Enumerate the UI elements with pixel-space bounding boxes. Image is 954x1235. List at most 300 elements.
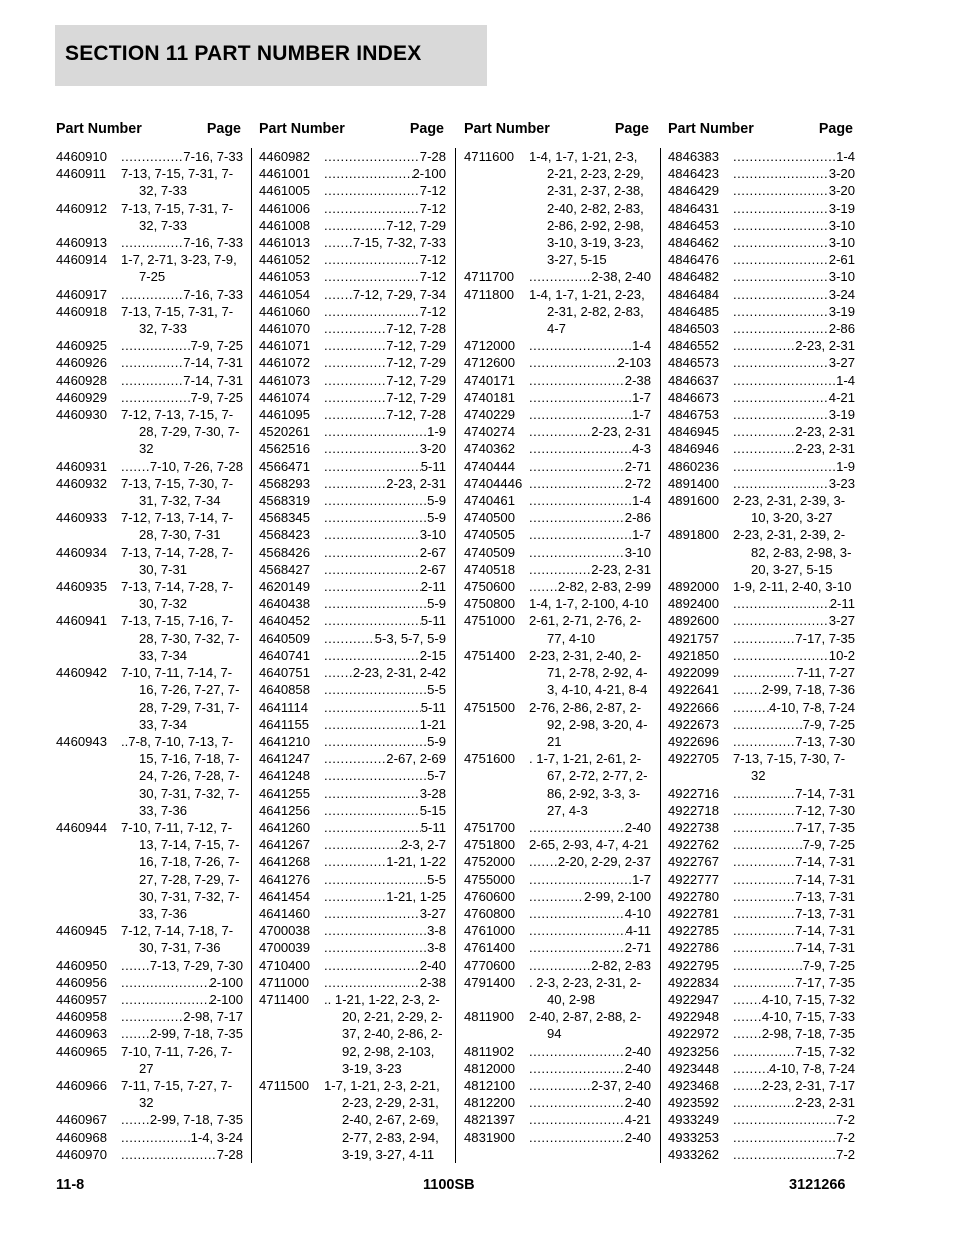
page-refs — [733, 1043, 855, 1060]
page-refs-value: 7-14, 7-31 — [795, 785, 855, 801]
page-refs-value: 5-7 — [427, 768, 446, 784]
page-refs — [324, 595, 446, 612]
part-number: 4460917 — [56, 286, 107, 302]
index-entry — [668, 268, 855, 285]
page-refs: 1-7, 2-71, 3-23, 7-9, 7-25 — [121, 252, 237, 285]
page-refs: 7-13, 7-15, 7-31, 7-32, 7-33 — [121, 166, 234, 199]
part-number: 4752000 — [464, 854, 515, 870]
part-number: 4641460 — [259, 905, 310, 921]
part-number: 4755000 — [464, 871, 515, 887]
part-number: 4460926 — [56, 355, 107, 371]
dot-leader — [529, 853, 558, 870]
page-refs: 1-4, 1-7, 1-21, 2-3, 2-21, 2-23, 2-29, 2-31, 2-37, 2-38, 2-40, 2-82, 2-83, 2-86, 2-92, 2-98, 3-10, 3-19, 3-23, 3-27, 5-15 — [529, 149, 644, 268]
dot-leader — [324, 836, 401, 853]
page-refs-value: 7-12 — [419, 200, 446, 216]
dot-leader — [121, 1111, 150, 1128]
page-refs — [733, 423, 855, 440]
dot-leader — [121, 458, 150, 475]
part-number: 4922972 — [668, 1026, 719, 1042]
index-entry — [464, 526, 651, 543]
page-refs-value: 5-11 — [420, 699, 446, 715]
index-entry — [259, 939, 446, 956]
page-refs — [529, 561, 651, 578]
page-refs-value: 7-9, 7-25 — [190, 338, 243, 354]
part-number: 4761000 — [464, 923, 515, 939]
part-number: 4846462 — [668, 235, 719, 251]
dot-leader — [121, 286, 183, 303]
page-refs-value: 2-23, 2-31 — [591, 561, 651, 577]
page-refs-value: 3-20 — [828, 183, 855, 199]
part-number: 4460956 — [56, 974, 107, 990]
page-refs-value: 7-2 — [836, 1129, 855, 1145]
dot-leader — [529, 337, 632, 354]
index-entry — [464, 1111, 651, 1128]
page-refs — [529, 1043, 651, 1060]
page-refs-value: 7-2 — [836, 1112, 855, 1128]
dot-leader — [529, 1077, 591, 1094]
dot-leader — [733, 200, 829, 217]
page-refs-value: 2-23, 2-31, 2-42 — [352, 665, 446, 681]
dot-leader — [324, 475, 386, 492]
page-refs — [324, 733, 446, 750]
index-entry — [668, 578, 855, 595]
part-number: 4846503 — [668, 321, 719, 337]
index-entry — [259, 974, 446, 991]
page-refs-value: 2-71 — [624, 940, 651, 956]
page-refs-value: 2-23, 2-31 — [386, 475, 446, 491]
dot-leader — [324, 819, 421, 836]
dot-leader — [324, 406, 386, 423]
dot-leader — [324, 664, 353, 681]
page-refs — [324, 200, 446, 217]
index-entry — [668, 1043, 855, 1060]
index-entry — [464, 699, 651, 751]
part-number: 4922641 — [668, 682, 719, 698]
index-entry — [668, 974, 855, 991]
part-number-heading: Part Number — [56, 121, 142, 137]
part-number-heading: Part Number — [259, 121, 345, 137]
index-entry — [464, 561, 651, 578]
index-entry — [668, 372, 855, 389]
index-entry — [668, 595, 855, 612]
page-refs: 7-13, 7-15, 7-30, 7-31, 7-32, 7-34 — [121, 475, 234, 509]
page-refs: 7-13, 7-14, 7-28, 7-30, 7-32 — [121, 579, 234, 612]
part-number: 4460910 — [56, 149, 107, 164]
page-heading: Page — [818, 121, 853, 137]
index-entry — [464, 406, 651, 423]
page-refs — [529, 526, 651, 543]
page-refs — [733, 699, 855, 716]
part-number: 4620149 — [259, 579, 310, 595]
index-entry — [668, 1111, 855, 1128]
index-entry — [56, 544, 243, 578]
page-refs — [324, 458, 446, 475]
page-refs — [733, 372, 855, 389]
dot-leader — [324, 544, 420, 561]
page-refs — [529, 1094, 651, 1111]
part-number: 4460925 — [56, 338, 107, 354]
index-entry — [464, 268, 651, 285]
dot-leader — [733, 836, 803, 853]
part-number: 4812100 — [464, 1077, 515, 1093]
part-number: 4821397 — [464, 1112, 515, 1128]
page-refs — [324, 819, 446, 836]
page-refs-value: 7-16, 7-33 — [183, 235, 243, 251]
page-refs: 7-10, 7-11, 7-12, 7-13, 7-14, 7-15, 7-16, 7-18, 7-26, 7-27, 7-28, 7-29, 7-30, 7-31, 7-32, 7-33, 7-36 — [121, 819, 240, 921]
page-refs-value: 2-40 — [624, 1129, 651, 1145]
page-refs: 1-9, 2-11, 2-40, 3-10 — [733, 579, 852, 595]
page-refs — [121, 458, 243, 475]
page-refs-value: 2-99, 2-100 — [584, 888, 651, 904]
part-number: 4640438 — [259, 596, 310, 612]
dot-leader — [121, 1025, 150, 1042]
page-refs — [121, 974, 243, 991]
part-number: 4740444 — [464, 458, 515, 474]
page-refs — [324, 561, 446, 578]
page-refs — [733, 922, 855, 939]
dot-leader — [529, 406, 632, 423]
dot-leader — [529, 372, 625, 389]
page-refs: 2-65, 2-93, 4-7, 4-21 — [529, 837, 649, 853]
index-entry — [56, 234, 243, 251]
dot-leader — [733, 1111, 836, 1128]
dot-leader — [324, 750, 386, 767]
part-number: 4641256 — [259, 802, 310, 818]
index-entry — [464, 1008, 651, 1042]
index-entry — [464, 819, 651, 836]
index-entry — [259, 853, 446, 870]
dot-leader — [733, 974, 795, 991]
dot-leader — [324, 561, 420, 578]
index-entry — [56, 406, 243, 458]
index-entry — [259, 406, 446, 423]
page-refs — [733, 888, 855, 905]
page-refs — [529, 492, 651, 509]
index-entry — [56, 475, 243, 509]
dot-leader — [324, 372, 386, 389]
column-header — [668, 118, 855, 148]
part-number: 4461095 — [259, 407, 310, 423]
dot-leader — [733, 372, 836, 389]
dot-leader — [324, 578, 421, 595]
page-refs-value: 7-12, 7-28 — [386, 321, 446, 337]
page-refs — [733, 733, 855, 750]
page-refs-value: 7-13, 7-30 — [795, 733, 855, 749]
page-refs — [121, 1111, 243, 1128]
index-entry — [259, 681, 446, 698]
index-entry — [668, 733, 855, 750]
page-refs: 1-4, 1-7, 2-100, 4-10 — [529, 596, 649, 612]
index-entry — [56, 1146, 243, 1163]
page-refs — [733, 853, 855, 870]
index-entry — [464, 1060, 651, 1077]
part-number: 4460963 — [56, 1026, 107, 1042]
page-refs: 7-13, 7-15, 7-31, 7-32, 7-33 — [121, 303, 234, 337]
page-refs-value: 1-7 — [632, 871, 651, 887]
page-refs — [529, 475, 651, 492]
index-entry — [259, 647, 446, 664]
part-number: 4568293 — [259, 475, 310, 491]
page-refs-value: 5-5 — [427, 871, 446, 887]
page-refs-value: 7-12 — [419, 252, 446, 268]
dot-leader — [733, 458, 836, 475]
page-refs-value: 3-10 — [419, 527, 446, 543]
page-refs: 2-23, 2-31, 2-39, 2-82, 2-83, 2-98, 3-20, 3-27, 5-15 — [733, 527, 852, 577]
page-refs-value: 5-9 — [427, 493, 446, 509]
page-refs — [324, 871, 446, 888]
page-refs-value: 7-15, 7-32 — [795, 1043, 855, 1059]
page-refs — [733, 939, 855, 956]
page-refs-value: 7-12 — [419, 269, 446, 285]
index-entry — [464, 389, 651, 406]
page-refs-value: 3-10 — [828, 235, 855, 251]
dot-leader — [733, 630, 795, 647]
page-refs: 7-10, 7-11, 7-14, 7-16, 7-26, 7-27, 7-28, 7-29, 7-31, 7-33, 7-34 — [121, 665, 240, 732]
page-refs — [324, 492, 446, 509]
page-refs-value: 2-67 — [419, 544, 446, 560]
dot-leader — [324, 630, 375, 647]
part-number: 4641155 — [259, 716, 310, 732]
page-refs: 7-12, 7-13, 7-15, 7-28, 7-29, 7-30, 7-32 — [121, 407, 240, 457]
part-number: 4640751 — [259, 665, 310, 681]
dot-leader — [529, 492, 632, 509]
page-refs — [121, 1129, 243, 1146]
index-entry — [56, 165, 243, 199]
dot-leader — [324, 458, 421, 475]
part-number: 4933249 — [668, 1112, 719, 1128]
index-entry — [56, 509, 243, 543]
page-refs-value: 2-100 — [209, 991, 243, 1007]
index-entry — [259, 630, 446, 647]
page-refs — [324, 750, 446, 767]
index-entry — [259, 716, 446, 733]
dot-leader — [529, 440, 632, 457]
dot-leader — [733, 612, 829, 629]
dot-leader — [529, 1129, 625, 1146]
part-number: 4922781 — [668, 905, 719, 921]
index-entry — [259, 699, 446, 716]
dot-leader — [733, 1129, 836, 1146]
part-number: 4922786 — [668, 940, 719, 956]
page-refs-value: 1-4 — [836, 149, 855, 164]
part-number: 4641267 — [259, 837, 310, 853]
part-number: 4922780 — [668, 888, 719, 904]
index-entry — [668, 423, 855, 440]
page-heading: Page — [206, 121, 241, 137]
index-entry — [259, 888, 446, 905]
page-refs — [121, 354, 243, 371]
page-refs: 2-23, 2-31, 2-39, 3-10, 3-20, 3-27 — [733, 493, 846, 526]
page-refs — [529, 458, 651, 475]
index-entry — [668, 664, 855, 681]
page-refs — [324, 681, 446, 698]
dot-leader — [529, 475, 625, 492]
page-refs — [324, 578, 446, 595]
page-refs — [733, 595, 855, 612]
part-number: 4700038 — [259, 923, 310, 939]
page-refs-value: 4-10, 7-8, 7-24 — [769, 1060, 855, 1076]
part-number: 4461074 — [259, 389, 310, 405]
index-entry — [668, 1060, 855, 1077]
part-number: 4562516 — [259, 441, 310, 457]
dot-leader — [733, 217, 829, 234]
index-entry — [56, 1025, 243, 1042]
page-refs-value: 2-11 — [829, 596, 855, 612]
part-number: 4751700 — [464, 819, 515, 835]
index-entry — [464, 974, 651, 1008]
page-refs — [324, 612, 446, 629]
page-refs — [529, 957, 651, 974]
part-number: 4846945 — [668, 424, 719, 440]
index-entry — [464, 905, 651, 922]
page-refs-value: 3-19 — [828, 407, 855, 423]
dot-leader — [733, 354, 829, 371]
page-refs — [733, 716, 855, 733]
dot-leader — [324, 785, 420, 802]
index-entry — [464, 354, 651, 371]
page-refs-value: 5-11 — [420, 458, 446, 474]
index-entry — [464, 750, 651, 819]
dot-leader — [324, 268, 420, 285]
dot-leader — [324, 320, 386, 337]
page-refs — [529, 440, 651, 457]
page-refs — [324, 526, 446, 543]
dot-leader — [324, 595, 427, 612]
page-refs-value: 4-11 — [625, 923, 651, 939]
part-number: 4461070 — [259, 321, 310, 337]
part-number: 4922705 — [668, 751, 719, 767]
index-entry — [464, 337, 651, 354]
page-refs-value: 2-23, 2-31, 7-17 — [761, 1077, 855, 1093]
index-entry — [464, 372, 651, 389]
page-refs-value: 7-10, 7-26, 7-28 — [149, 458, 243, 474]
index-entry — [259, 217, 446, 234]
page-refs-value: 7-12, 7-30 — [795, 802, 855, 818]
part-number-heading: Part Number — [668, 121, 754, 137]
page-refs — [324, 165, 446, 182]
part-number: 4750600 — [464, 579, 515, 595]
dot-leader — [324, 612, 421, 629]
part-number: 4740505 — [464, 527, 515, 543]
part-number: 4641268 — [259, 854, 310, 870]
page-refs — [733, 440, 855, 457]
index-entry — [56, 1077, 243, 1111]
page-refs — [733, 268, 855, 285]
page-refs — [733, 905, 855, 922]
page-refs-value: 2-71 — [624, 458, 651, 474]
index-entry — [56, 957, 243, 974]
column-divider — [660, 148, 661, 1163]
dot-leader — [324, 526, 420, 543]
part-number: 4846429 — [668, 183, 719, 199]
part-number: 4568319 — [259, 493, 310, 509]
index-entry — [259, 200, 446, 217]
index-entry — [259, 182, 446, 199]
page-refs — [529, 337, 651, 354]
page-refs: 7-13, 7-15, 7-31, 7-32, 7-33 — [121, 200, 234, 233]
page-refs: 7-13, 7-15, 7-30, 7-32 — [733, 751, 846, 784]
page-refs: 7-12, 7-14, 7-18, 7-30, 7-31, 7-36 — [121, 923, 234, 956]
index-entry — [259, 664, 446, 681]
page-refs-value: 7-14, 7-31 — [183, 372, 243, 388]
page-refs-value: 7-12, 7-29 — [386, 355, 446, 371]
part-number: 4740274 — [464, 424, 515, 440]
part-number: 4711500 — [259, 1077, 310, 1093]
part-number: 4641276 — [259, 871, 310, 887]
page-refs-value: 7-13, 7-29, 7-30 — [149, 957, 243, 973]
page-refs — [324, 303, 446, 320]
page-refs-value: 5-11 — [420, 819, 446, 835]
page-refs — [733, 819, 855, 836]
page-refs: 7-10, 7-11, 7-26, 7-27 — [121, 1043, 233, 1076]
part-number: 4460933 — [56, 510, 107, 526]
page-refs-value: 3-19 — [828, 303, 855, 319]
index-entry — [668, 354, 855, 371]
page-refs-value: 7-17, 7-35 — [795, 819, 855, 835]
page-refs — [324, 234, 446, 251]
page-refs-value: 1-4, 3-24 — [190, 1129, 243, 1145]
part-number: 4460914 — [56, 252, 107, 268]
page-refs-value: 3-28 — [419, 785, 446, 801]
part-number: 4460932 — [56, 475, 107, 491]
page-refs-value: 2-23, 2-31 — [591, 424, 651, 440]
part-number: 4740500 — [464, 510, 515, 526]
page-refs-value: 2-20, 2-29, 2-37 — [557, 854, 651, 870]
page-refs-value: 1-4 — [632, 493, 651, 509]
index-entry — [668, 148, 855, 165]
index-entry — [259, 440, 446, 457]
part-number: 4711700 — [464, 269, 515, 285]
page-refs — [324, 475, 446, 492]
dot-leader — [733, 1043, 795, 1060]
dot-leader — [529, 1111, 625, 1128]
page-refs — [324, 320, 446, 337]
part-number: 4922767 — [668, 854, 719, 870]
index-entry — [668, 234, 855, 251]
part-number: 4933262 — [668, 1146, 719, 1162]
index-entry — [464, 612, 651, 646]
index-entry — [668, 458, 855, 475]
dot-leader — [324, 681, 427, 698]
page-refs — [733, 475, 855, 492]
part-number: 4921757 — [668, 630, 719, 646]
page-refs-value: 7-9, 7-25 — [802, 716, 855, 732]
page-refs — [324, 957, 446, 974]
page-refs-value: 2-40 — [624, 819, 651, 835]
index-entry — [56, 922, 243, 956]
page-refs — [324, 647, 446, 664]
page-refs — [529, 268, 651, 285]
dot-leader — [733, 286, 829, 303]
page-refs — [324, 406, 446, 423]
part-number: 4460945 — [56, 923, 107, 939]
page-refs — [324, 354, 446, 371]
part-number: 4461072 — [259, 355, 310, 371]
page-refs: 2-76, 2-86, 2-87, 2-92, 2-98, 3-20, 4-21 — [529, 699, 648, 749]
part-number: 4460913 — [56, 235, 107, 251]
dot-leader — [733, 234, 829, 251]
part-number: 4750800 — [464, 596, 515, 612]
part-number: 4461001 — [259, 166, 310, 182]
index-entry — [56, 303, 243, 337]
page-refs: .. 1-21, 1-22, 2-3, 2-20, 2-21, 2-29, 2-37, 2-40, 2-86, 2-92, 2-98, 2-103, 3-19, 3-23 — [324, 991, 443, 1076]
index-entry — [464, 475, 651, 492]
page-refs-value: 5-15 — [419, 802, 446, 818]
dot-leader — [324, 509, 427, 526]
page-refs — [324, 268, 446, 285]
part-number: 4740461 — [464, 493, 515, 509]
part-number: 4812000 — [464, 1060, 515, 1076]
